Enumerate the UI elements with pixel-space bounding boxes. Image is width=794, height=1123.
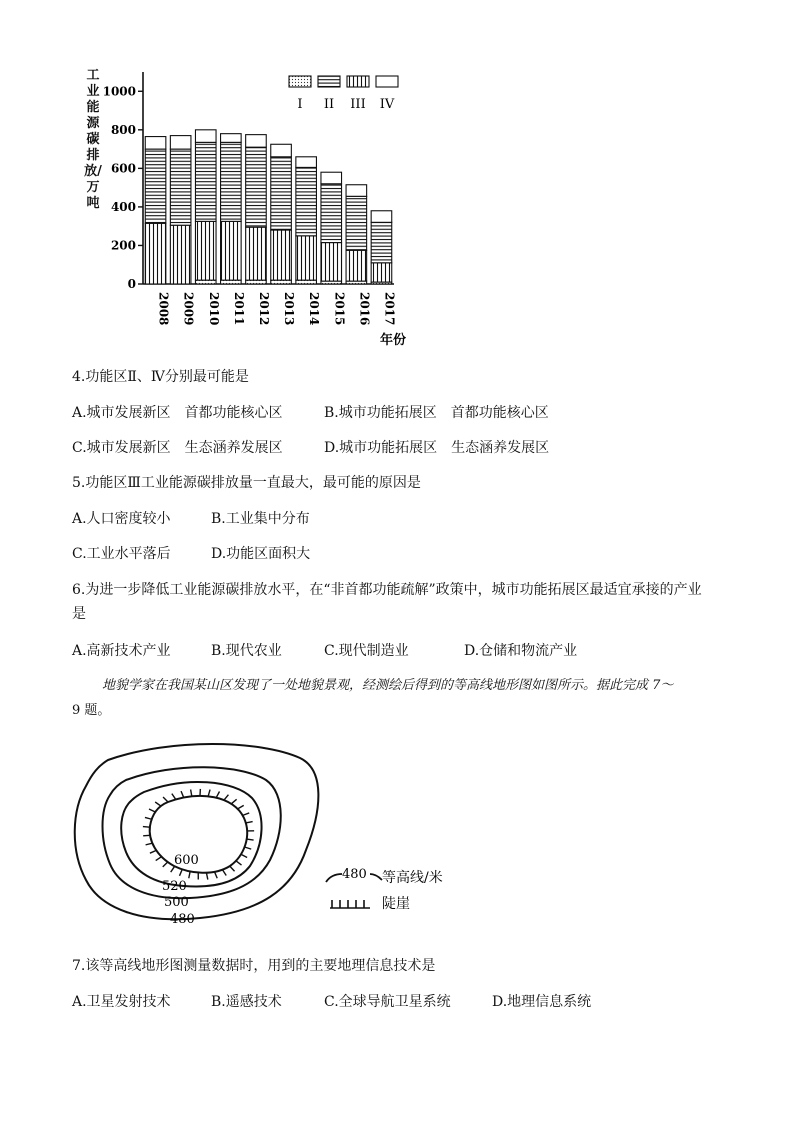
x-tick-label: 2017	[382, 292, 397, 326]
cliff-tick	[245, 847, 252, 849]
bar-segment-III-2012	[246, 227, 267, 280]
legend-contour-label: 等高线/米	[382, 870, 443, 886]
question-5-stem: 5.功能区Ⅲ工业能源碳排放量一直最大，最可能的原因是	[72, 475, 421, 491]
y-tick-label: 0	[127, 277, 136, 291]
question-7-stem: 7.该等高线地形图测量数据时，用到的主要地理信息技术是	[72, 958, 436, 974]
cliff-tick	[150, 850, 156, 853]
question-6-stem-line1: 6.为进一步降低工业能源碳排放水平，在“非首都功能疏解”政策中，城市功能拓展区最适宜承接的产业	[72, 582, 702, 598]
legend-swatch-III	[347, 76, 369, 87]
q4-option-c[interactable]: C.城市发展新区 生态涵养发展区	[72, 440, 283, 456]
q7-option-a[interactable]: A.卫星发射技术	[72, 994, 171, 1010]
x-tick-label: 2014	[307, 292, 322, 326]
cliff-tick	[246, 822, 253, 823]
cliff-tick	[143, 827, 150, 828]
cliff-tick	[230, 866, 235, 871]
cliff-tick	[181, 791, 184, 797]
bar-segment-IV-2013	[271, 144, 292, 157]
bar-segment-III-2010	[195, 221, 216, 280]
legend-contour-symbol	[326, 874, 342, 882]
bar-segment-II-2012	[246, 147, 267, 227]
legend-contour-sample: 480	[342, 867, 367, 882]
cliff-tick	[191, 789, 192, 796]
cliff-tick	[156, 857, 162, 861]
bar-segment-III-2011	[221, 221, 242, 280]
contour-500	[103, 767, 281, 898]
passage-line2: 9 题。	[72, 703, 111, 718]
legend-label-II: II	[323, 97, 335, 112]
bar-segment-II-2016	[346, 196, 367, 250]
contour-label-520: 520	[162, 879, 187, 894]
cliff-tick	[238, 805, 244, 809]
q4-option-a[interactable]: A.城市发展新区 首都功能核心区	[72, 405, 283, 421]
bar-segment-II-2013	[271, 157, 292, 230]
bar-segment-IV-2009	[170, 136, 191, 149]
y-axis-label: 工业能源碳排放/万吨	[84, 68, 102, 211]
cliff-tick	[224, 795, 228, 800]
legend-label-IV: IV	[379, 97, 395, 112]
bar-segment-III-2008	[145, 223, 166, 284]
cliff-tick	[155, 802, 161, 806]
x-tick-label: 2008	[156, 292, 171, 326]
q6-option-a[interactable]: A.高新技术产业	[72, 643, 171, 659]
carbon-emission-stacked-bar-chart	[0, 0, 794, 360]
q6-option-b[interactable]: B.现代农业	[211, 643, 282, 659]
y-tick-label: 200	[110, 238, 136, 253]
q7-option-c[interactable]: C.全球导航卫星系统	[324, 994, 451, 1010]
x-tick-label: 2009	[181, 292, 196, 326]
cliff-tick	[172, 794, 176, 800]
legend-swatch-II	[318, 76, 340, 87]
x-tick-label: 2011	[231, 292, 246, 326]
cliff-tick	[163, 797, 168, 802]
q4-option-d[interactable]: D.城市功能拓展区 生态涵养发展区	[324, 440, 550, 456]
cliff-tick	[231, 799, 236, 804]
x-tick-label: 2015	[332, 292, 347, 326]
cliff-tick	[163, 862, 168, 867]
cliff-tick	[189, 871, 190, 878]
question-6-stem-line2: 是	[72, 606, 86, 622]
legend-swatch-I	[289, 76, 311, 87]
cliff-tick	[206, 873, 207, 880]
bar-segment-II-2014	[296, 167, 317, 235]
cliff-tick	[222, 870, 226, 876]
contour-map	[0, 740, 794, 940]
bar-segment-III-2016	[346, 250, 367, 281]
bar-segment-I-2012	[246, 280, 267, 284]
bar-segment-III-2013	[271, 230, 292, 280]
contour-label-480: 480	[170, 912, 195, 927]
x-axis-label: 年份	[380, 333, 407, 348]
cliff-tick	[180, 869, 183, 875]
bar-segment-II-2010	[195, 142, 216, 221]
x-tick-label: 2016	[357, 292, 372, 326]
y-tick-label: 1000	[102, 84, 136, 99]
cliff-tick	[149, 809, 155, 812]
cliff-tick	[145, 817, 152, 819]
bar-segment-II-2015	[321, 184, 342, 243]
cliff-tick	[247, 839, 254, 840]
cliff-tick	[236, 861, 242, 865]
cliff-tick	[146, 843, 153, 845]
q7-option-b[interactable]: B.遥感技术	[211, 994, 282, 1010]
x-tick-label: 2013	[282, 292, 297, 326]
bar-segment-II-2017	[371, 222, 392, 262]
bar-segment-IV-2010	[195, 130, 216, 143]
bar-segment-IV-2015	[321, 172, 342, 184]
q5-option-b[interactable]: B.工业集中分布	[211, 511, 310, 527]
q6-option-d[interactable]: D.仓储和物流产业	[464, 643, 578, 659]
bar-segment-II-2011	[221, 142, 242, 221]
bar-segment-III-2014	[296, 236, 317, 280]
question-4-stem: 4.功能区Ⅱ、Ⅳ分别最可能是	[72, 369, 249, 385]
y-tick-label: 400	[110, 199, 136, 214]
cliff-tick	[215, 872, 218, 878]
bar-segment-IV-2017	[371, 211, 392, 223]
cliff-tick	[208, 790, 210, 797]
legend-label-I: I	[297, 97, 303, 112]
cliff-tick	[241, 854, 247, 857]
cliff-tick	[243, 813, 250, 815]
bar-segment-II-2008	[145, 149, 166, 223]
bar-segment-IV-2011	[221, 134, 242, 143]
bar-segment-I-2014	[296, 280, 317, 284]
bar-segment-I-2010	[195, 280, 216, 284]
q5-option-a[interactable]: A.人口密度较小	[72, 511, 171, 527]
legend-cliff-label: 陡崖	[382, 896, 410, 912]
contour-label-500: 500	[164, 895, 189, 910]
bar-segment-I-2011	[221, 280, 242, 284]
bar-segment-I-2013	[271, 280, 292, 284]
legend-label-III: III	[350, 97, 366, 112]
q6-option-c[interactable]: C.现代制造业	[324, 643, 409, 659]
x-tick-label: 2010	[206, 292, 221, 326]
contour-480	[75, 744, 319, 919]
bar-segment-IV-2008	[145, 137, 166, 150]
legend-swatch-IV	[376, 76, 398, 87]
q4-option-b[interactable]: B.城市功能拓展区 首都功能核心区	[324, 405, 549, 421]
bar-segment-III-2009	[170, 225, 191, 284]
bar-segment-IV-2014	[296, 157, 317, 168]
cliff-tick	[216, 791, 219, 797]
y-tick-label: 800	[110, 122, 136, 137]
q5-option-c[interactable]: C.工业水平落后	[72, 546, 171, 562]
bar-segment-IV-2016	[346, 185, 367, 197]
bar-segment-III-2017	[371, 263, 392, 282]
q7-option-d[interactable]: D.地理信息系统	[492, 994, 592, 1010]
passage-line1: 地貌学家在我国某山区发现了一处地貌景观，经测绘后得到的等高线地形图如图所示。据此完成 7～	[102, 678, 674, 693]
x-tick-label: 2012	[256, 292, 271, 326]
y-tick-label: 600	[110, 161, 136, 176]
legend-cliff-symbol	[330, 900, 370, 908]
bar-segment-IV-2012	[246, 135, 267, 148]
bar-segment-III-2015	[321, 243, 342, 282]
q5-option-d[interactable]: D.功能区面积大	[211, 546, 311, 562]
contour-label-600: 600	[174, 853, 199, 868]
bar-segment-II-2009	[170, 149, 191, 225]
